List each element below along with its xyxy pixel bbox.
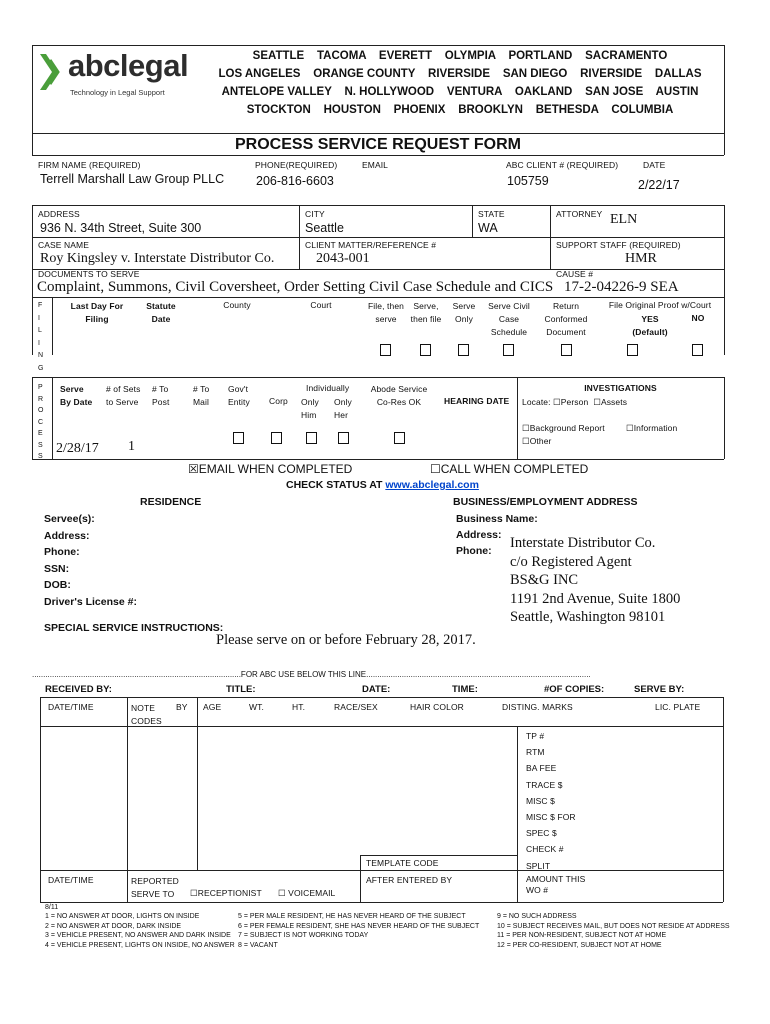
template-code-label: TEMPLATE CODE <box>366 858 439 868</box>
return-conformed-checkbox[interactable] <box>561 344 572 356</box>
business-line-2: c/o Registered Agent <box>510 553 632 570</box>
date-field[interactable]: 2/22/17 <box>638 178 680 192</box>
check-status-label: CHECK STATUS AT <box>286 479 386 491</box>
last-day-filing-header: Last Day For Filing <box>70 301 124 324</box>
filing-side-label: F I L I N G <box>38 302 44 372</box>
voicemail-option[interactable]: ☐ VOICEMAIL <box>278 888 336 898</box>
fee-misc-for: MISC $ FOR <box>526 812 576 823</box>
file-original-header: File Original Proof w/Court <box>608 300 712 310</box>
support-staff-field[interactable]: HMR <box>625 251 657 266</box>
only-him-header: Only Him <box>301 397 319 420</box>
fee-split: SPLIT <box>526 860 551 871</box>
residence-phone-label: Phone: <box>44 546 80 558</box>
abclegal-link[interactable]: www.abclegal.com <box>385 479 479 491</box>
documents-label: DOCUMENTS TO SERVE <box>38 269 140 279</box>
address-label: ADDRESS <box>38 209 80 219</box>
hearing-date-header: HEARING DATE <box>444 396 510 406</box>
information-option[interactable]: ☐Information <box>626 423 678 433</box>
fee-rtm: RTM <box>526 747 545 758</box>
locate-options[interactable]: Locate: ☐Person ☐Assets <box>522 397 628 407</box>
only-her-header: Only Her <box>334 397 352 420</box>
abode-service-checkbox[interactable] <box>394 432 405 444</box>
fee-tp: TP # <box>526 731 545 741</box>
serve-then-file-header: Serve, then file <box>410 301 442 324</box>
court-header: Court <box>310 300 332 310</box>
file-original-no-checkbox[interactable] <box>692 344 703 356</box>
codes-col-1: 1 = NO ANSWER AT DOOR, LIGHTS ON INSIDE 2 = NO ANSWER AT DOOR, DARK INSIDE 3 = VEHICLE PRESENT, NO ANSWER AND DARK INSIDE 4 = VEHICLE PRESENT, LIGHTS ON INSIDE, NO ANSWER <box>45 913 235 949</box>
email-when-completed[interactable]: ☒EMAIL WHEN COMPLETED <box>188 462 353 476</box>
after-entered-label: AFTER ENTERED BY <box>366 875 453 885</box>
serve-civil-schedule-checkbox[interactable] <box>503 344 514 356</box>
client-no-field[interactable]: 105759 <box>507 174 549 188</box>
serve-then-file-checkbox[interactable] <box>420 344 431 356</box>
business-heading: BUSINESS/EMPLOYMENT ADDRESS <box>453 496 638 508</box>
business-name-label: Business Name: <box>456 513 538 525</box>
case-name-label: CASE NAME <box>38 240 89 250</box>
race-sex-header: RACE/SEX <box>334 702 378 712</box>
abode-service-header: Abode Service Co-Res OK <box>370 384 428 407</box>
address-field[interactable]: 936 N. 34th Street, Suite 300 <box>40 221 202 235</box>
age-header: AGE <box>203 702 222 712</box>
city-row-4: STOCKTON HOUSTON PHOENIX BROOKLYN BETHESDA COLUMBIA <box>246 104 674 116</box>
title-label: TITLE: <box>226 684 256 695</box>
city-row-2: LOS ANGELES ORANGE COUNTY RIVERSIDE SAN DIEGO RIVERSIDE DALLAS <box>218 68 702 80</box>
file-then-serve-header: File, then serve <box>368 301 404 324</box>
process-side-label: P R O C E S S <box>38 384 44 460</box>
hair-color-header: HAIR COLOR <box>410 702 464 712</box>
case-name-field[interactable]: Roy Kingsley v. Interstate Distributor Co. <box>40 251 275 266</box>
file-original-yes: YES (Default) <box>632 314 668 337</box>
num-sets-field[interactable]: 1 <box>128 439 135 454</box>
statute-date-header: Statute Date <box>146 301 176 324</box>
date-label: DATE <box>643 160 666 170</box>
to-post-header: # To Post <box>152 384 170 407</box>
disting-marks-header: DISTING. MARKS <box>502 702 573 712</box>
county-header: County <box>223 300 251 310</box>
corp-header: Corp <box>269 396 288 406</box>
email-label: EMAIL <box>362 160 389 170</box>
codes-col-3: 9 = NO SUCH ADDRESS 10 = SUBJECT RECEIVES MAIL, BUT DOES NOT RESIDE AT ADDRESS 11 = PER NON-RESIDENT, SUBJECT NOT AT HOME 12 = PER CO-RESIDENT, SUBJECT NOT AT HOME <box>497 913 730 949</box>
serve-only-checkbox[interactable] <box>458 344 469 356</box>
business-line-4: 1191 2nd Avenue, Suite 1800 <box>510 590 681 607</box>
support-staff-label: SUPPORT STAFF (REQUIRED) <box>556 240 681 250</box>
phone-label: PHONE(REQUIRED) <box>255 160 338 170</box>
note-codes-header: NOTE CODES <box>131 703 162 726</box>
business-address-label: Address: <box>456 529 502 541</box>
documents-field[interactable]: Complaint, Summons, Civil Coversheet, Order Setting Civil Case Schedule and CICS <box>37 279 554 295</box>
logo-brand: abclegal <box>68 48 189 83</box>
residence-address-label: Address: <box>44 529 90 542</box>
client-no-label: ABC CLIENT # (REQUIRED) <box>506 160 619 170</box>
business-line-5: Seattle, Washington 98101 <box>510 609 666 625</box>
cause-field[interactable]: 17-2-04226-9 SEA <box>564 279 679 295</box>
by-header: BY <box>176 702 188 712</box>
special-instructions-label: SPECIAL SERVICE INSTRUCTIONS: <box>44 622 224 634</box>
city-row-1: SEATTLE TACOMA EVERETT OLYMPIA PORTLAND SACRAMENTO <box>252 50 668 62</box>
special-instructions-field[interactable]: Please serve on or before February 28, 2017. <box>216 632 476 648</box>
firm-name-label: FIRM NAME (REQUIRED) <box>38 160 141 170</box>
servee-label: Servee(s): <box>44 513 95 525</box>
fee-amount: AMOUNT THIS WO # <box>526 873 586 895</box>
background-report-option[interactable]: ☐Background Report <box>522 423 605 433</box>
copies-label: #OF COPIES: <box>544 684 605 695</box>
serve-by-date-field[interactable]: 2/28/17 <box>56 441 99 456</box>
other-option[interactable]: ☐Other <box>522 436 552 446</box>
abclegal-logo-icon <box>38 52 68 92</box>
serve-by-label: SERVE BY: <box>634 684 685 695</box>
ssn-label: SSN: <box>44 562 70 575</box>
file-original-yes-checkbox[interactable] <box>627 344 638 356</box>
date-time-header: DATE/TIME <box>48 702 94 712</box>
state-field[interactable]: WA <box>478 221 498 235</box>
investigations-header: INVESTIGATIONS <box>584 383 657 393</box>
form-title: PROCESS SERVICE REQUEST FORM <box>235 136 521 153</box>
receptionist-option[interactable]: ☐RECEPTIONIST <box>190 888 262 898</box>
client-matter-field[interactable]: 2043-001 <box>316 251 370 266</box>
wt-header: WT. <box>249 702 264 712</box>
date-time-header-2: DATE/TIME <box>48 875 94 885</box>
business-line-1: Interstate Distributor Co. <box>510 535 656 551</box>
reported-serve-to-label: REPORTED SERVE TO <box>131 876 179 899</box>
fee-misc: MISC $ <box>526 795 555 806</box>
codes-col-2: 5 = PER MALE RESIDENT, HE HAS NEVER HEARD OF THE SUBJECT 6 = PER FEMALE RESIDENT, SHE HAS NEVER HEARD OF THE SUBJECT 7 = SUBJECT IS NOT WORKING TODAY 8 = VACANT <box>238 913 480 949</box>
return-conformed-header: Return Conformed Document <box>544 301 588 337</box>
call-when-completed[interactable]: ☐CALL WHEN COMPLETED <box>430 462 589 476</box>
fee-ba: BA FEE <box>526 763 557 774</box>
city-row-3: ANTELOPE VALLEY N. HOLLYWOOD VENTURA OAKLAND SAN JOSE AUSTIN <box>221 86 699 98</box>
city-list <box>200 50 720 122</box>
num-sets-header: # of Sets to Serve <box>106 384 141 407</box>
date-label-office: DATE: <box>362 684 391 695</box>
business-phone-label: Phone: <box>456 545 492 557</box>
check-status <box>286 479 479 491</box>
attorney-field[interactable]: ELN <box>610 212 638 227</box>
office-use-divider: ..............................................................................................FOR ABC USE BELOW THIS LINE..................................................................................................... <box>32 670 591 679</box>
lic-plate-header: LIC. PLATE <box>655 702 701 712</box>
dob-label: DOB: <box>44 579 71 591</box>
fee-spec: SPEC $ <box>526 828 557 839</box>
serve-civil-schedule-header: Serve Civil Case Schedule <box>488 301 530 337</box>
individually-header: Individually <box>306 383 350 393</box>
ht-header: HT. <box>292 702 306 712</box>
logo <box>38 50 188 105</box>
only-him-checkbox[interactable] <box>306 432 317 444</box>
serve-by-date-header: Serve By Date <box>60 384 93 407</box>
file-original-no: NO <box>691 313 705 323</box>
logo-tagline: Technology in Legal Support <box>70 88 165 97</box>
fee-check: CHECK # <box>526 844 564 855</box>
file-then-serve-checkbox[interactable] <box>380 344 391 356</box>
govt-entity-checkbox[interactable] <box>233 432 244 444</box>
city-label: CITY <box>305 209 325 219</box>
form-version: 8/11 <box>45 904 59 911</box>
attorney-label: ATTORNEY <box>556 209 603 219</box>
city-field[interactable]: Seattle <box>305 221 344 235</box>
firm-name-field[interactable]: Terrell Marshall Law Group PLLC <box>40 172 225 186</box>
residence-fields <box>44 511 137 610</box>
business-line-3: BS&G INC <box>510 572 579 588</box>
fee-list <box>526 728 586 896</box>
received-by-label: RECEIVED BY: <box>45 684 112 695</box>
only-her-checkbox[interactable] <box>338 432 349 444</box>
client-matter-label: CLIENT MATTER/REFERENCE # <box>305 240 437 250</box>
corp-checkbox[interactable] <box>271 432 282 444</box>
business-address-block[interactable] <box>510 534 680 627</box>
residence-heading: RESIDENCE <box>140 496 202 508</box>
cause-label: CAUSE # <box>556 269 594 279</box>
phone-field[interactable]: 206-816-6603 <box>256 174 334 188</box>
govt-entity-header: Gov't Entity <box>228 384 250 407</box>
serve-only-header: Serve Only <box>452 301 476 324</box>
to-mail-header: # To Mail <box>193 384 210 407</box>
fee-trace: TRACE $ <box>526 779 563 790</box>
drivers-license-label: Driver's License #: <box>44 595 137 608</box>
time-label: TIME: <box>452 684 478 695</box>
state-label: STATE <box>478 209 505 219</box>
